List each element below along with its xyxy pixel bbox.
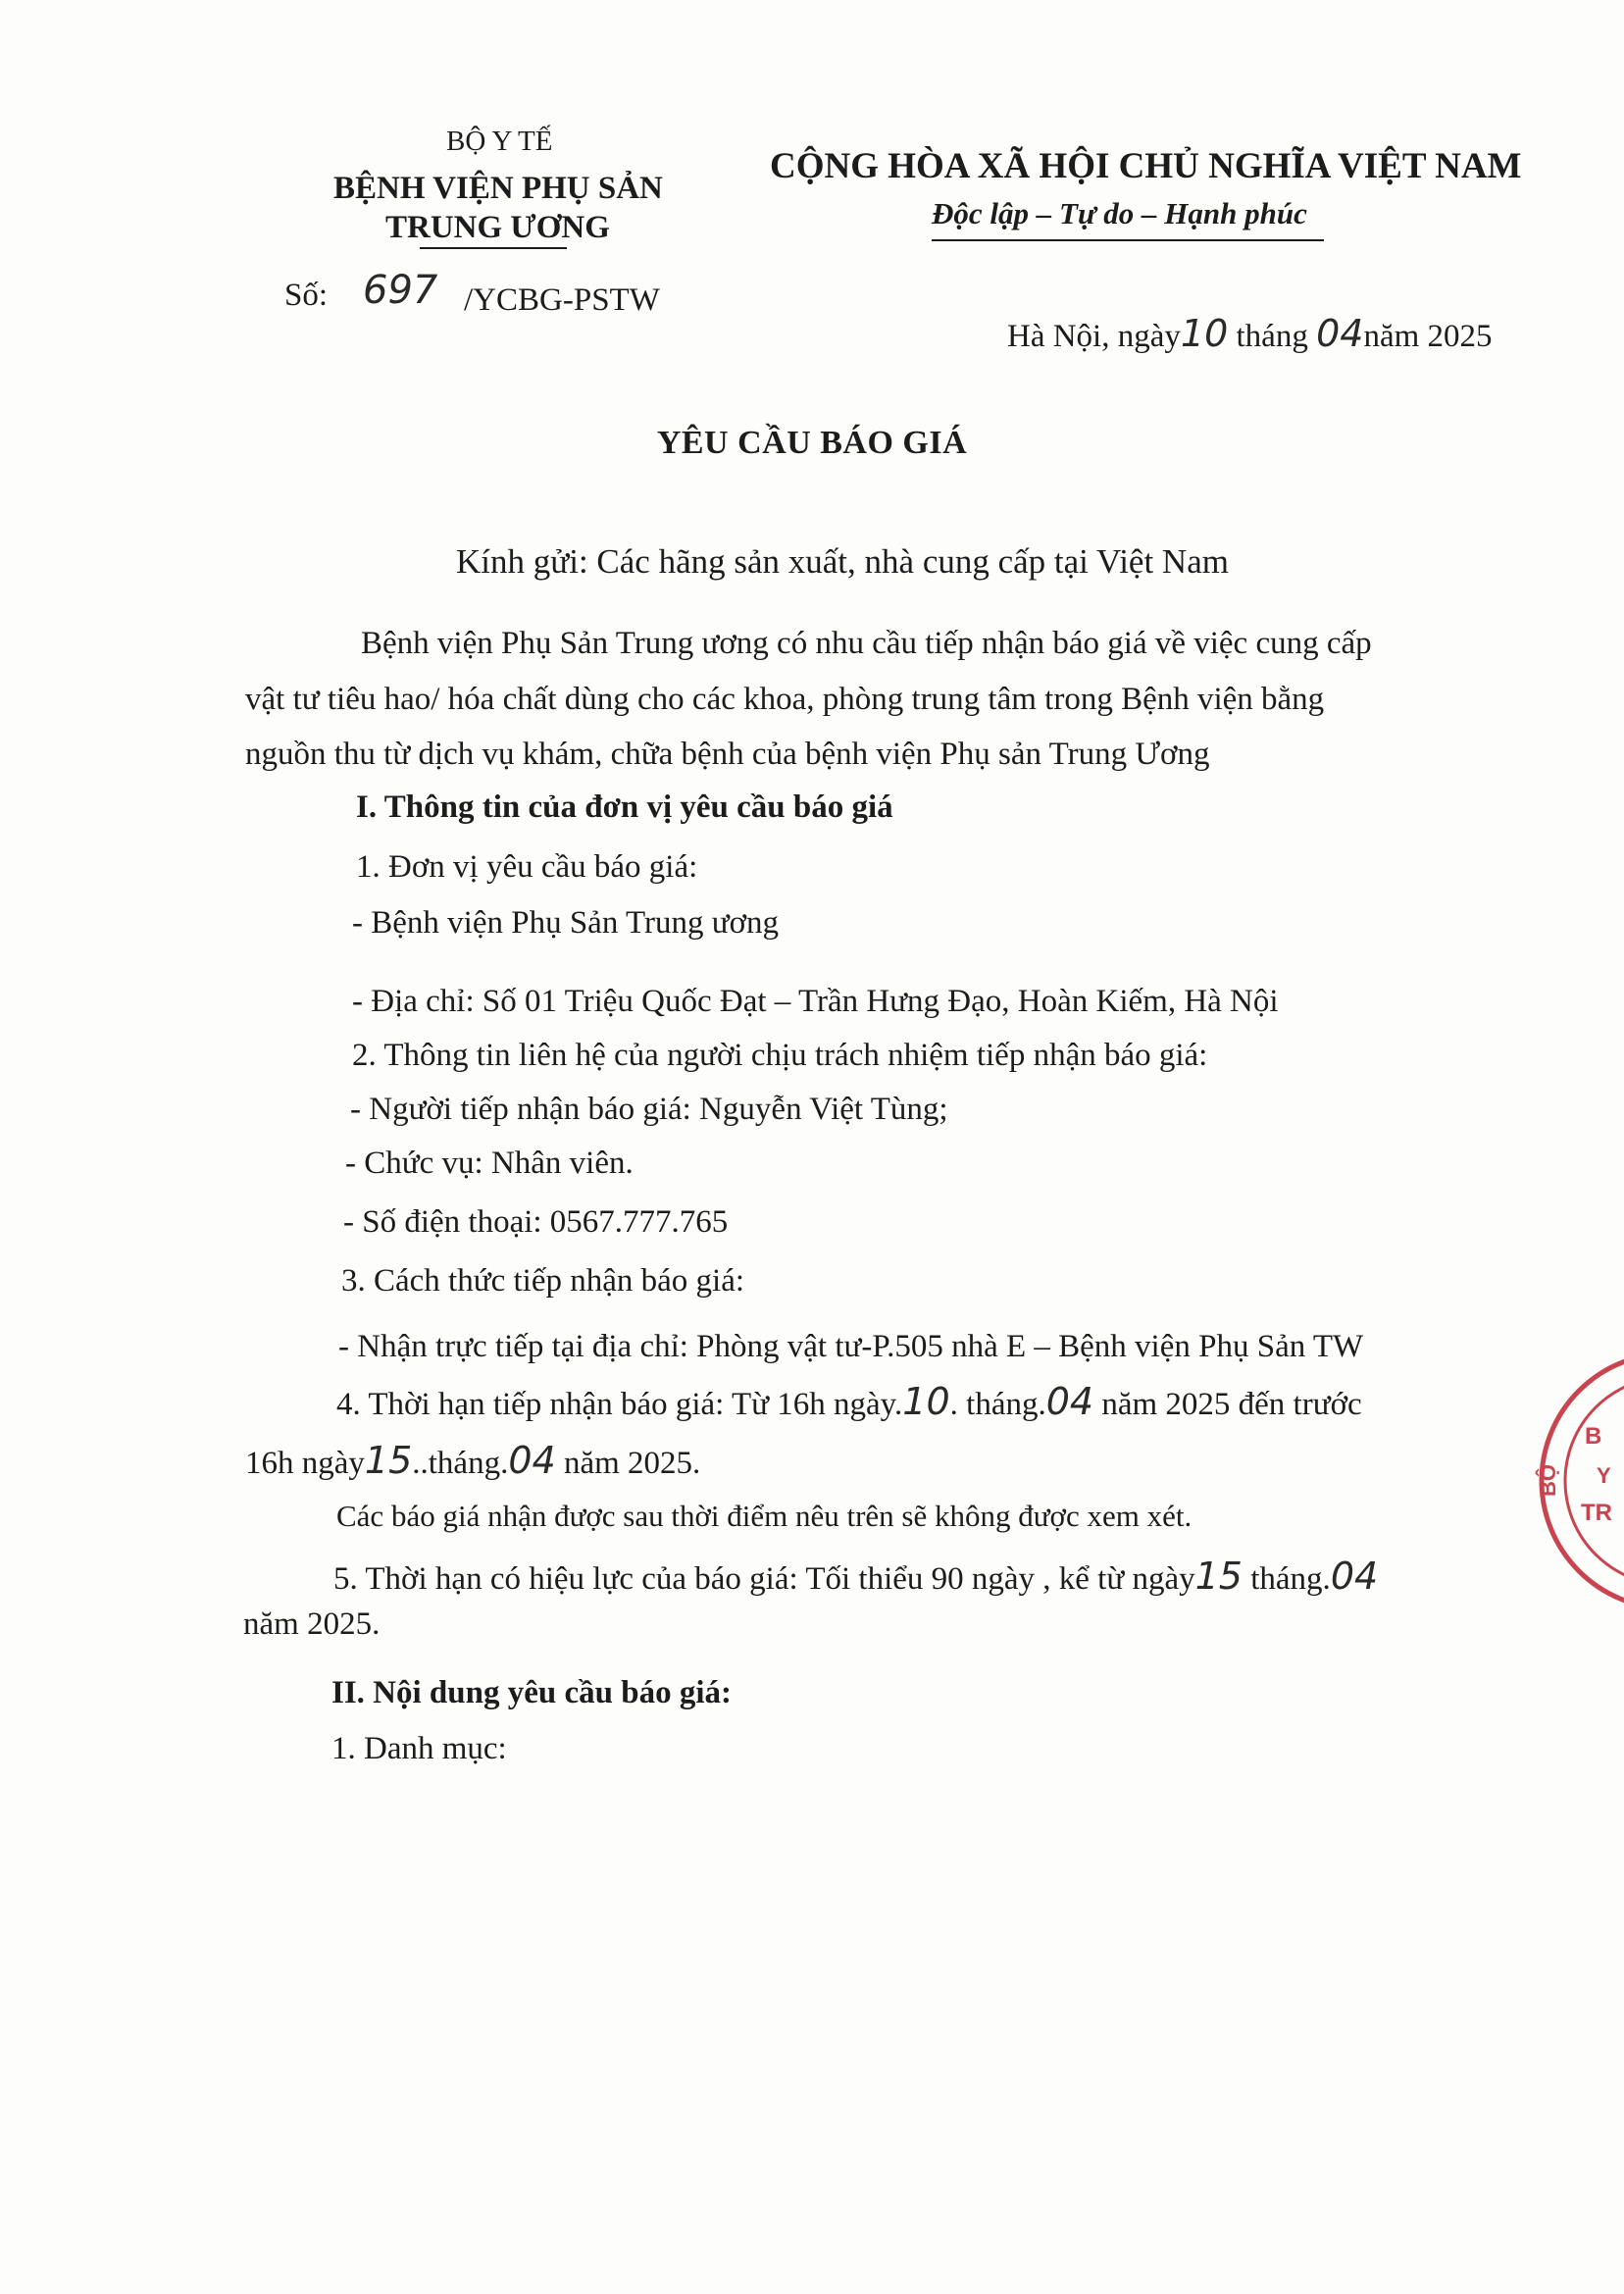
stamp-char-4: TR	[1581, 1500, 1612, 1526]
item4-line2-mid: ..tháng.	[412, 1446, 509, 1481]
unit-name: - Bệnh viện Phụ Sản Trung ương	[352, 905, 780, 941]
section1-item3: 3. Cách thức tiếp nhận báo giá:	[341, 1263, 745, 1299]
section1-item4-line2	[245, 1439, 701, 1482]
unit-address: - Địa chỉ: Số 01 Triệu Quốc Đạt – Trần Hưng Đạo, Hoàn Kiếm, Hà Nội	[352, 984, 1279, 1019]
intro-line-3: nguồn thu từ dịch vụ khám, chữa bệnh của bệnh viện Phụ sản Trung Ương	[245, 737, 1210, 772]
late-note: Các báo giá nhận được sau thời điểm nêu trên sẽ không được xem xét.	[336, 1499, 1193, 1533]
stamp-char-3: Y	[1597, 1463, 1611, 1488]
intro-line-2: vật tư tiêu hao/ hóa chất dùng cho các khoa, phòng trung tâm trong Bệnh viện bằng	[245, 682, 1325, 717]
hospital-name-line2: TRUNG ƯƠNG	[385, 210, 610, 245]
motto-underline	[932, 239, 1324, 241]
item5-mid: tháng.	[1242, 1561, 1331, 1597]
item4-mid2: năm 2025 đến trước	[1093, 1387, 1362, 1422]
hospital-name-line1: BỆNH VIỆN PHỤ SẢN	[333, 171, 663, 206]
section1-heading: I. Thông tin của đơn vị yêu cầu báo giá	[356, 790, 893, 825]
section2-item1: 1. Danh mục:	[331, 1731, 507, 1766]
receive-method: - Nhận trực tiếp tại địa chỉ: Phòng vật tư-P.505 nhà E – Bệnh viện Phụ Sản TW	[338, 1329, 1364, 1364]
date-line	[1007, 312, 1493, 355]
recipient-line: Kính gửi: Các hãng sản xuất, nhà cung cấp tại Việt Nam	[456, 542, 1229, 581]
item4-prefix: 4. Thời hạn tiếp nhận báo giá: Từ 16h ngày.	[336, 1387, 903, 1422]
item4-line2-prefix: 16h ngày	[245, 1446, 365, 1481]
item4-from-month-handwritten: 04	[1045, 1380, 1094, 1423]
section2-heading: II. Nội dung yêu cầu báo giá:	[331, 1675, 733, 1710]
section1-item1: 1. Đơn vị yêu cầu báo giá:	[356, 849, 698, 885]
item5-month-handwritten: 04	[1330, 1555, 1379, 1598]
receiver-name: - Người tiếp nhận báo giá: Nguyễn Việt Tùng;	[350, 1092, 948, 1127]
doc-number-handwritten: 697	[363, 268, 438, 313]
receiver-position: - Chức vụ: Nhân viên.	[345, 1146, 634, 1181]
item4-to-month-handwritten: 04	[508, 1439, 556, 1482]
stamp-inner-ring	[1565, 1377, 1624, 1585]
section1-item5-line2: năm 2025.	[243, 1606, 381, 1642]
section1-item2: 2. Thông tin liên hệ của người chịu trách nhiệm tiếp nhận báo giá:	[352, 1038, 1208, 1073]
document-title: YÊU CẦU BÁO GIÁ	[656, 425, 968, 461]
item4-mid1: . tháng.	[949, 1387, 1046, 1422]
national-motto: Độc lập – Tự do – Hạnh phúc	[932, 196, 1307, 230]
receiver-phone: - Số điện thoại: 0567.777.765	[343, 1204, 729, 1240]
section1-item4-line1	[336, 1380, 1362, 1423]
date-prefix: Hà Nội, ngày	[1007, 319, 1181, 354]
hospital-stamp	[1522, 1353, 1624, 1608]
stamp-char-2: BỘ	[1536, 1464, 1560, 1497]
hospital-underline	[420, 247, 567, 249]
ministry-name: BỘ Y TẾ	[446, 126, 553, 157]
item5-prefix: 5. Thời hạn có hiệu lực của báo giá: Tối thiểu 90 ngày , kể từ ngày	[333, 1561, 1195, 1597]
date-year: năm 2025	[1363, 319, 1493, 354]
item4-from-day-handwritten: 10	[902, 1380, 950, 1423]
date-month-label: tháng	[1236, 319, 1308, 354]
date-day-handwritten: 10	[1180, 312, 1229, 355]
doc-number-label: Số:	[284, 278, 329, 313]
stamp-char-1: B	[1585, 1423, 1602, 1450]
section1-item5-line1	[333, 1557, 1378, 1596]
date-month-handwritten: 04	[1316, 312, 1364, 355]
intro-line-1: Bệnh viện Phụ Sản Trung ương có nhu cầu tiếp nhận báo giá về việc cung cấp	[361, 626, 1372, 661]
national-title: CỘNG HÒA XÃ HỘI CHỦ NGHĨA VIỆT NAM	[770, 146, 1522, 186]
item5-day-handwritten: 15	[1194, 1555, 1243, 1598]
item4-to-day-handwritten: 15	[364, 1439, 413, 1482]
item4-line2-suffix: năm 2025.	[555, 1446, 701, 1481]
doc-number-code: /YCBG-PSTW	[464, 282, 660, 318]
